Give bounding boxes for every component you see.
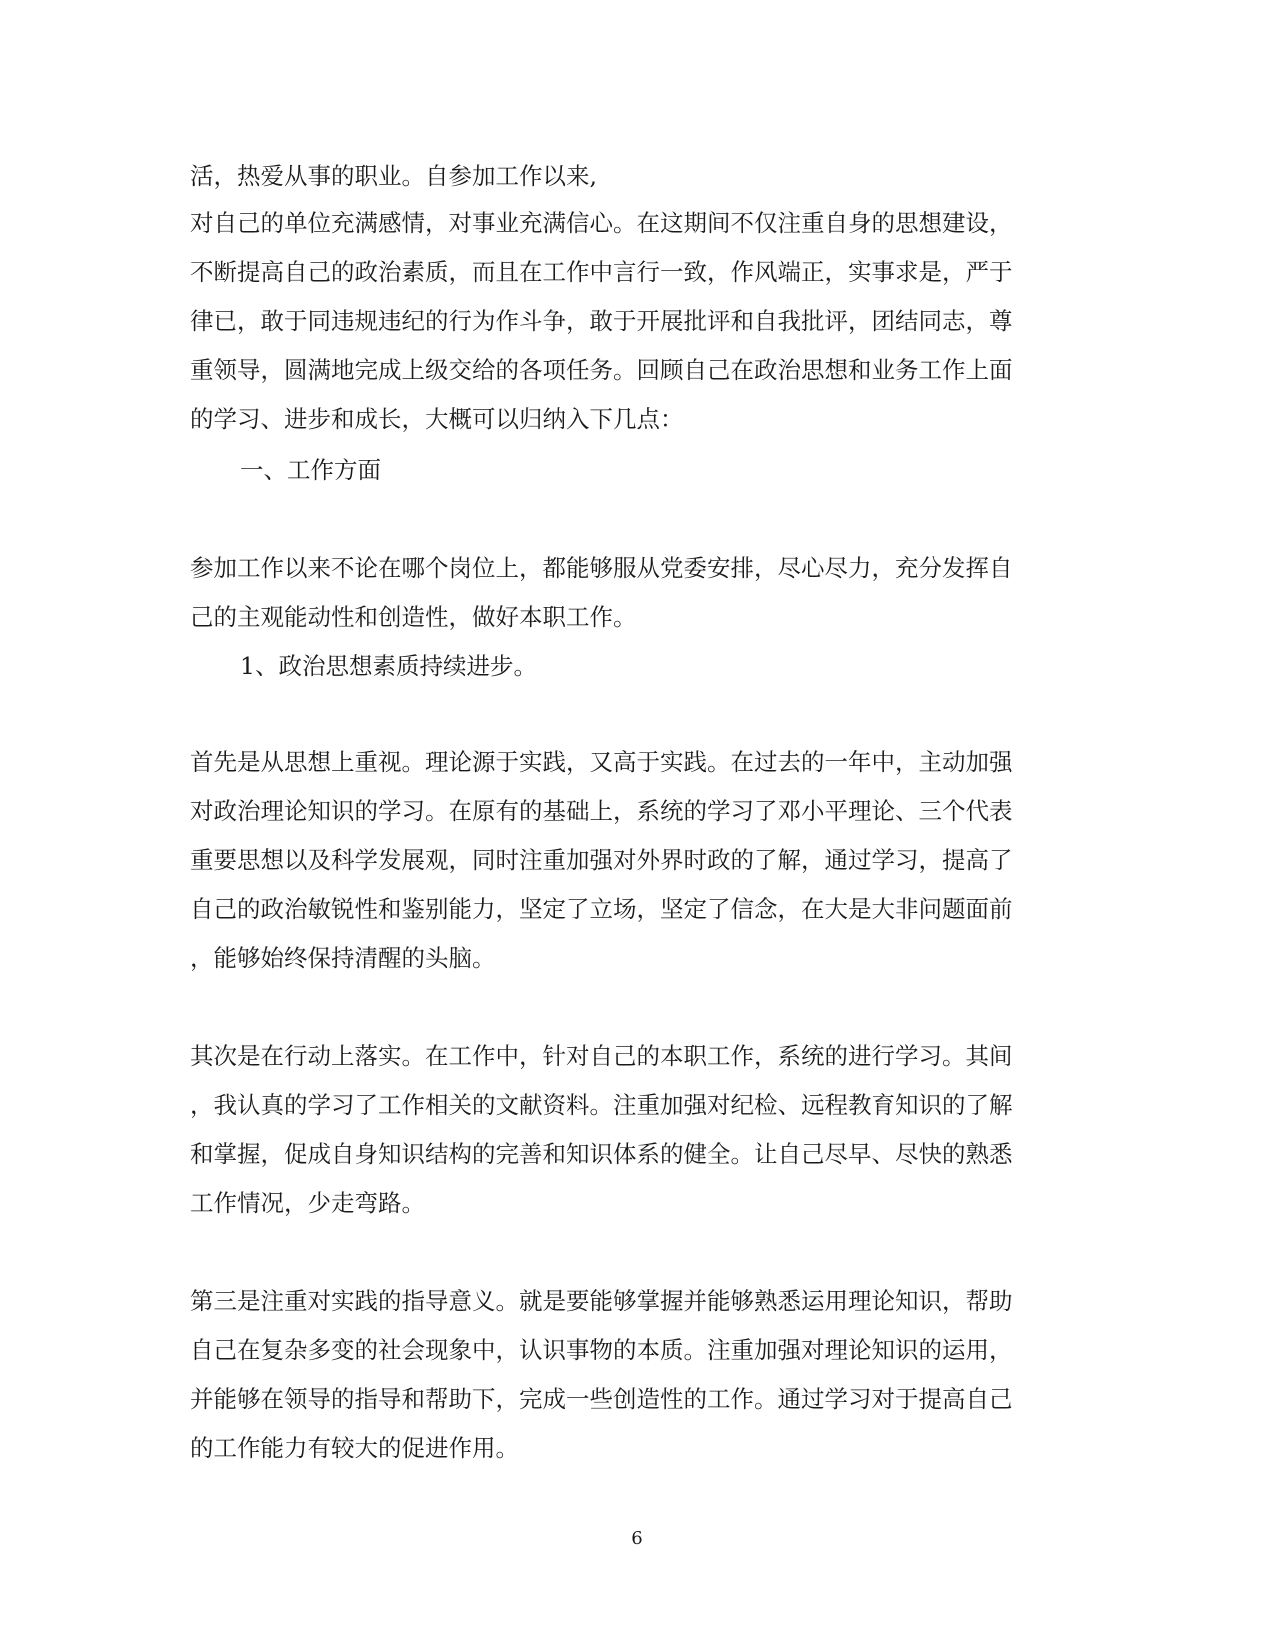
text-line: 重要思想以及科学发展观，同时注重加强对外界时政的了解，通过学习，提高了: [190, 846, 1013, 874]
text-line: 参加工作以来不论在哪个岗位上，都能够服从党委安排，尽心尽力，充分发挥自: [190, 554, 1013, 582]
text-line: 律已，敢于同违规违纪的行为作斗争，敢于开展批评和自我批评，团结同志，尊: [190, 307, 1013, 335]
page-number: 6: [631, 1528, 643, 1549]
text-line: 工作情况，少走弯路。: [190, 1189, 425, 1217]
text-line: 对政治理论知识的学习。在原有的基础上，系统的学习了邓小平理论、三个代表: [190, 797, 1013, 825]
text-line: 其次是在行动上落实。在工作中，针对自己的本职工作，系统的进行学习。其间: [190, 1042, 1013, 1070]
text-line: 第三是注重对实践的指导意义。就是要能够掌握并能够熟悉运用理论知识，帮助: [190, 1287, 1013, 1315]
text-line: 的工作能力有较大的促进作用。: [190, 1434, 519, 1462]
section-heading: 一、工作方面: [240, 456, 381, 484]
text-line: 重领导，圆满地完成上级交给的各项任务。回顾自己在政治思想和业务工作上面: [190, 356, 1013, 384]
text-line: 活，热爱从事的职业。自参加工作以来,: [190, 162, 597, 190]
subsection-heading: 1、政治思想素质持续进步。: [240, 652, 537, 680]
text-line: ，能够始终保持清醒的头脑。: [190, 944, 496, 972]
text-line: 首先是从思想上重视。理论源于实践，又高于实践。在过去的一年中，主动加强: [190, 748, 1013, 776]
text-line: 不断提高自己的政治素质，而且在工作中言行一致，作风端正，实事求是，严于: [190, 258, 1013, 286]
text-line: 对自己的单位充满感情，对事业充满信心。在这期间不仅注重自身的思想建设，: [190, 209, 1013, 237]
text-line: 和掌握，促成自身知识结构的完善和知识体系的健全。让自己尽早、尽快的熟悉: [190, 1140, 1013, 1168]
text-line: 自己的政治敏锐性和鉴别能力，坚定了立场，坚定了信念，在大是大非问题面前: [190, 895, 1013, 923]
text-line: ，我认真的学习了工作相关的文献资料。注重加强对纪检、远程教育知识的了解: [190, 1091, 1013, 1119]
text-line: 并能够在领导的指导和帮助下，完成一些创造性的工作。通过学习对于提高自己: [190, 1385, 1013, 1413]
text-line: 的学习、进步和成长，大概可以归纳入下几点：: [190, 405, 684, 433]
text-line: 自己在复杂多变的社会现象中，认识事物的本质。注重加强对理论知识的运用，: [190, 1336, 1013, 1364]
text-line: 己的主观能动性和创造性，做好本职工作。: [190, 603, 637, 631]
